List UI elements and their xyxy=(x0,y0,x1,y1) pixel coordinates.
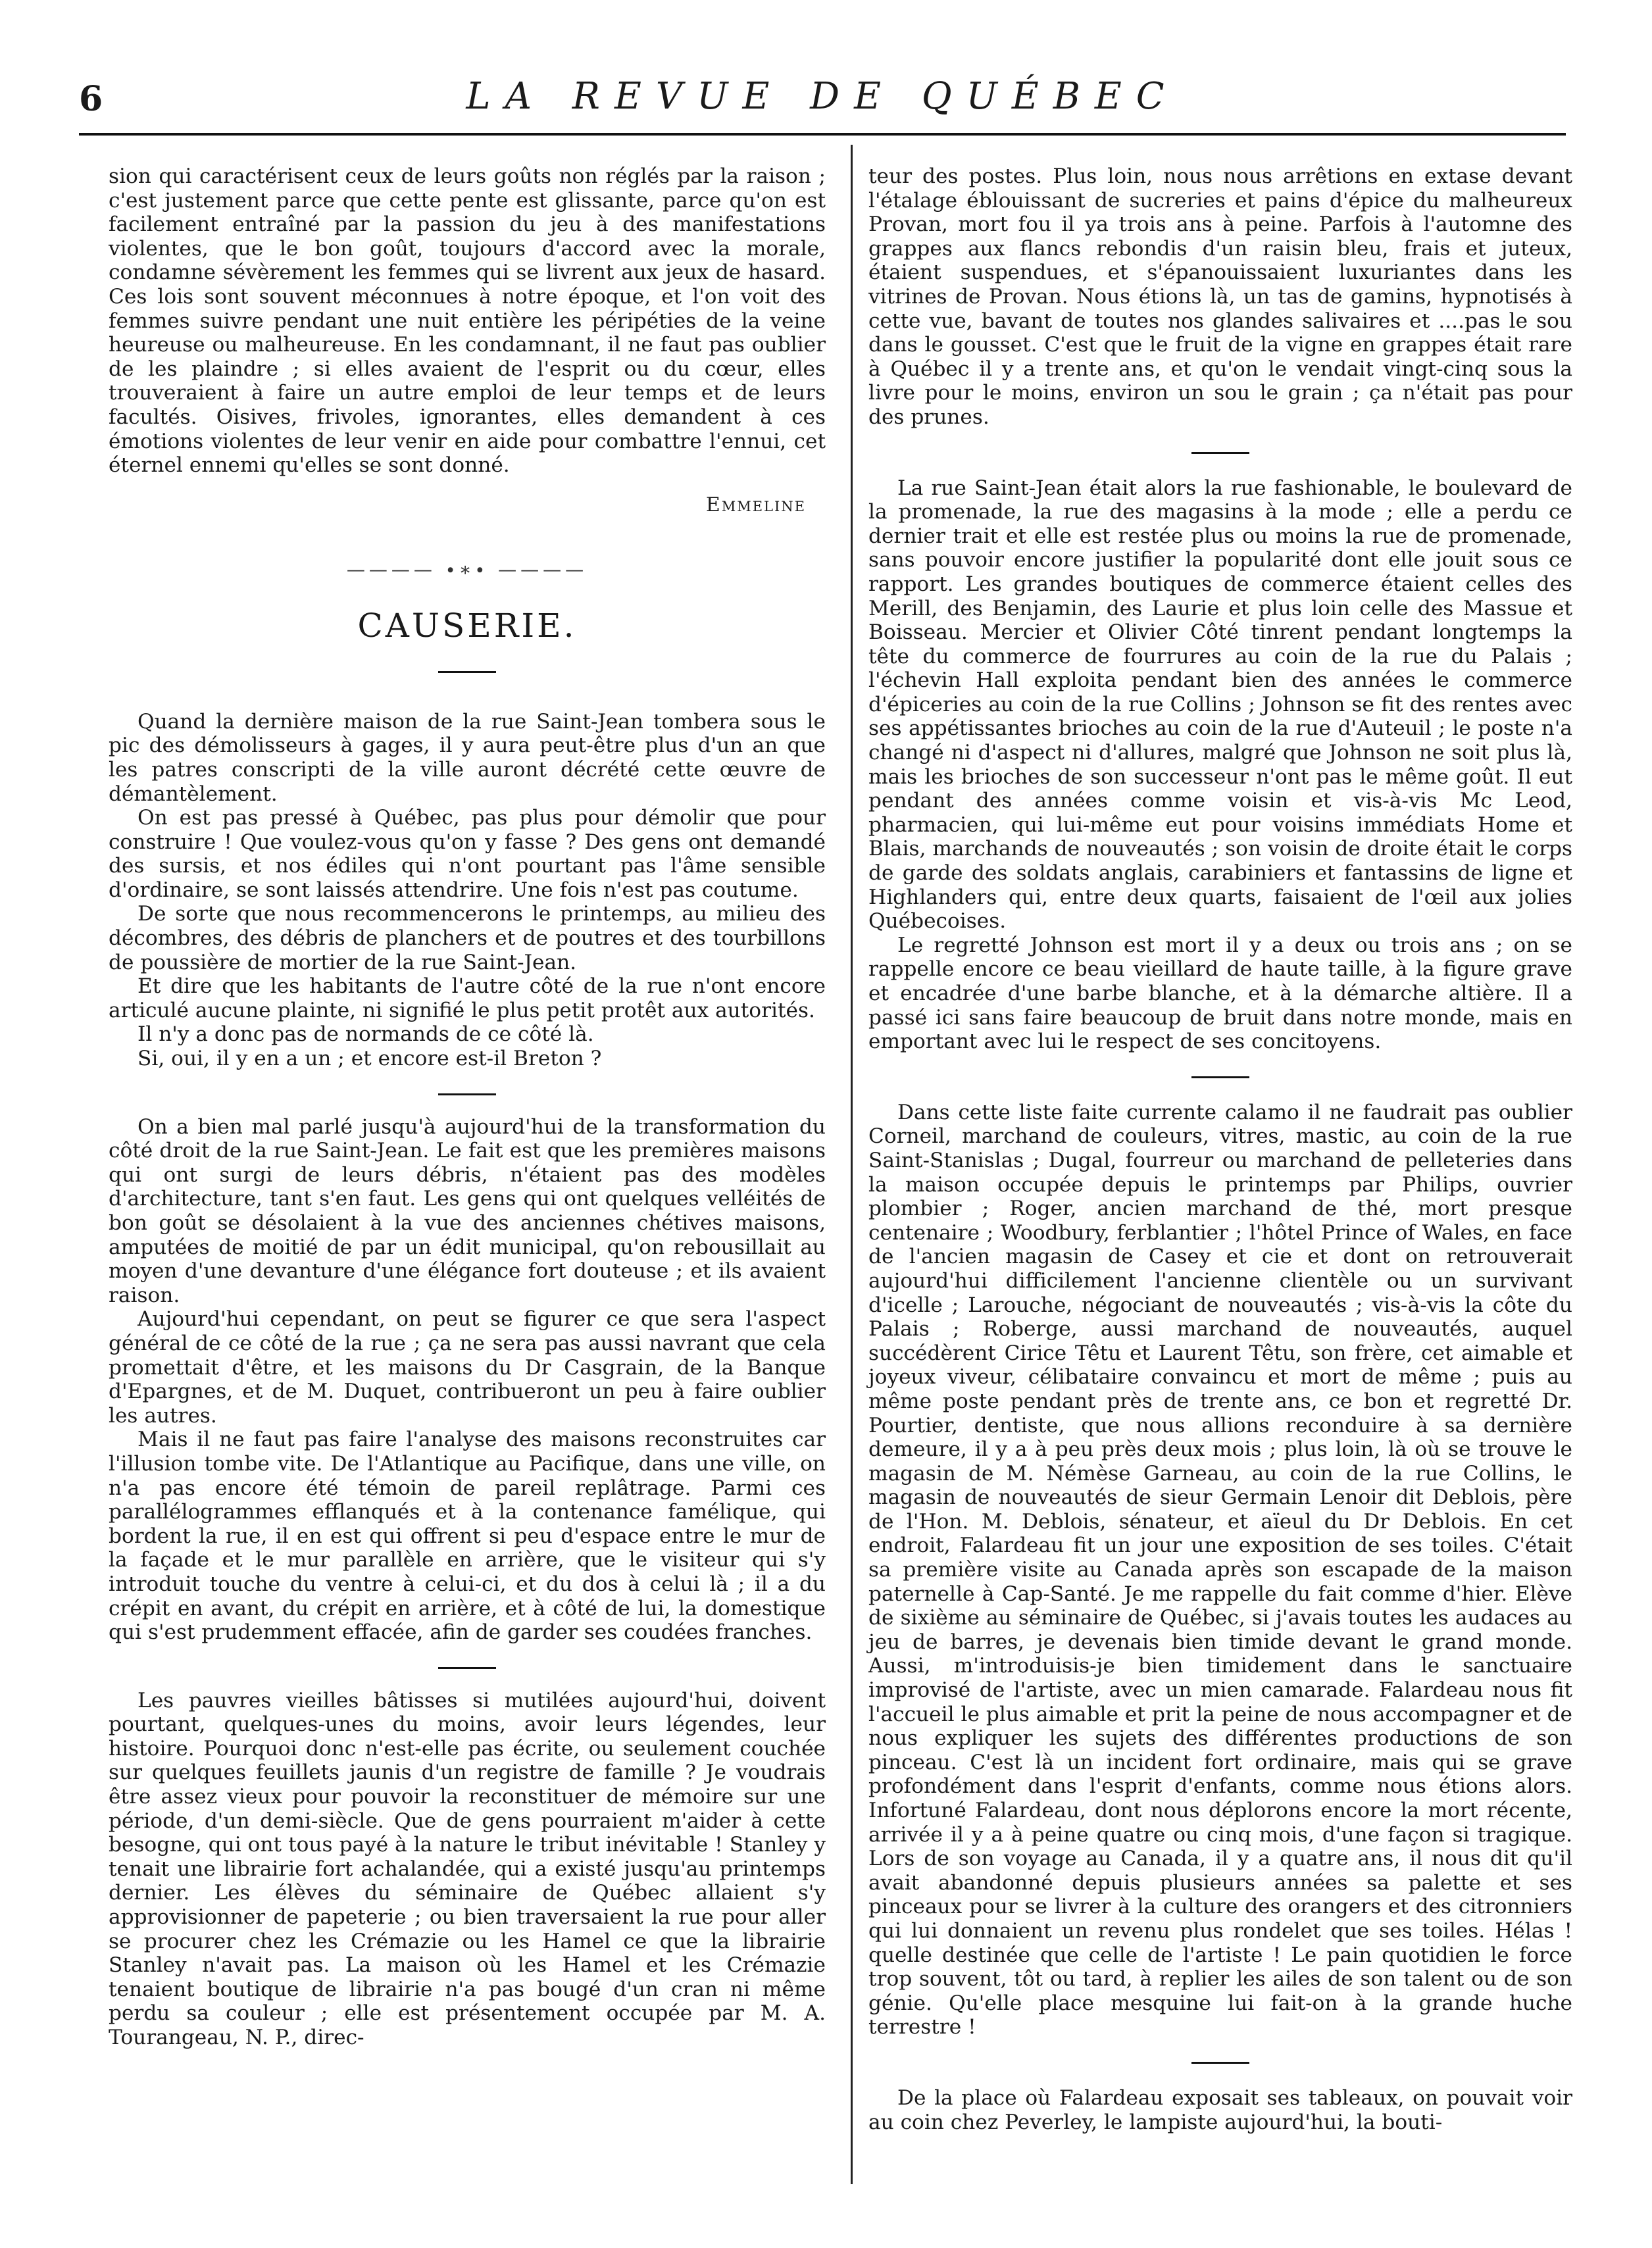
paragraph: Aujourd'hui cependant, on peut se figurer ce que sera l'aspect général de ce côté de la rue ; ça ne sera pas aussi navrant que cela promettait d'être, et les maisons du Dr Casgrain, de la Banque d'Epargnes, et de M. Duquet, contribueront un peu à faire oublier les autres. xyxy=(109,1307,826,1428)
paragraph: On est pas pressé à Québec, pas plus pour démolir que pour construire ! Que voulez-vous qu'on y fasse ? Des gens ont demandé des sursis, et nos édiles qui n'ont pourtant pas l'âme sensible d'ordinaire, se sont laissés attendrire. Une fois n'est pas coutume. xyxy=(109,806,826,902)
paragraph: De la place où Falardeau exposait ses tableaux, on pouvait voir au coin chez Peverley, le lampiste aujourd'hui, la bouti- xyxy=(868,2086,1572,2134)
running-title: LA REVUE DE QUÉBEC xyxy=(466,75,1179,118)
paragraph: Quand la dernière maison de la rue Saint-Jean tombera sous le pic des démolisseurs à gages, il y aura peut-être plus d'un an que les patres conscripti de la ville auront décrété cette œuvre de démantèlement. xyxy=(109,709,826,806)
paragraph: Dans cette liste faite currente calamo il ne faudrait pas oublier Corneil, marchand de couleurs, vitres, mastic, au coin de la rue Saint-Stanislas ; Dugal, fourreur ou marchand de pelleteries dans la maison occupée depuis le printemps par Philips, ouvrier plombier ; Roger, ancien marchand de thé, mort presque centenaire ; Woodbury, ferblantier ; l'hôtel Prince of Wales, en face de l'ancien magasin de Casey et cie et dont on retrouverait aujourd'hui difficilement l'ancienne clientèle ou un survivant d'icelle ; Larouche, négociant de nouveautés ; vis-à-vis la côte du Palais ; Roberge, aussi marchand de nouveautés, auquel succédèrent Cirice Têtu et Laurent Têtu, son frère, cet aimable et joyeux viveur, célibataire convaincu et mort de même ; puis au même poste pendant près de trente ans, ce bon et regretté Dr. Pourtier, dentiste, que nous allions reconduire à sa dernière demeure, il y a à peu près deux mois ; plus loin, là où se trouve le magasin de M. Némèse Garneau, au coin de la rue Collins, le magasin de nouveautés de sieur Germain Lenoir dit Deblois, père de l'Hon. M. Deblois, sénateur, et aïeul du Dr Deblois. En cet endroit, Falardeau fit un jour une exposition de ses toiles. C'était sa première visite au Canada après son escapade de la maison paternelle à Cap-Santé. Je me rappelle du fait comme d'hier. Elève de sixième au séminaire de Québec, si j'avais toutes les audaces au jeu de barres, je devenais bien timide devant le grand monde. Aussi, m'introduisis-je bien timidement dans le sanctuaire improvisé de l'artiste, avec un mien camarade. Falardeau nous fit l'accueil le plus aimable et prit la peine de nous accompagner et de nous expliquer les sujets des différentes productions de son pinceau. C'est là un incident fort ordinaire, mais qui se grave profondément dans l'esprit d'enfants, comme nous étions alors. Infortuné Falardeau, dont nous déplorons encore la mort récente, arrivée il y a à peine quatre ou cinq mois, d'une façon si tragique. Lors de son voyage au Canada, il y a quatre ans, il nous dit qu'il avait abandonné depuis plusieurs années sa palette et ses pinceaux pour se livrer à la culture des orangers et des citronniers qui lui donnaient un revenu plus rondelet que ses toiles. Hélas ! quelle destinée que celle de l'artiste ! Le pain quotidien le force trop souvent, tôt ou tard, à replier les ailes de son talent ou de son génie. Qu'elle place mesquine lui fait-on à la grande huche terrestre ! xyxy=(868,1100,1572,2039)
paragraph: Les pauvres vieilles bâtisses si mutilées aujourd'hui, doivent pourtant, quelques-unes du moins, avoir leurs légendes, leur histoire. Pourquoi donc n'est-elle pas écrite, ou seulement couchée sur quelques feuillets jaunis d'un registre de famille ? Je voudrais être assez vieux pour pouvoir la reconstituer de mémoire sur une période, d'un demi-siècle. Que de gens pourraient m'aider à cette besogne, qui ont tous payé à la nature le tribut inévitable ! Stanley y tenait une librairie fort achalandée, qui a existé jusqu'au printemps dernier. Les élèves du séminaire de Québec allaient s'y approvisionner de papeterie ; ou bien traversaient la rue pour aller se procurer chez les Crémazie ou les Hamel ce que la librairie Stanley n'avait pas. La maison où les Hamel et les Crémazie tenaient boutique de librairie n'a pas bougé d'un cran ni même perdu sa couleur ; elle est présentement occupée par M. A. Tourangeau, N. P., direc- xyxy=(109,1688,826,2049)
section-break-rule xyxy=(1191,2062,1249,2064)
section-title: CAUSERIE. xyxy=(357,606,577,645)
paragraph: La rue Saint-Jean était alors la rue fashionable, le boulevard de la promenade, la rue des magasins à la mode ; elle a perdu ce dernier trait et elle est restée plus ou moins la rue de promenade, sans pouvoir encore justifier la popularité dont elle jouit sous ce rapport. Les grandes boutiques de commerce étaient celles des Merill, des Benjamin, des Laurie et plus loin celle des Massue et Boisseau. Mercier et Olivier Côté tinrent pendant longtemps la tête du commerce de fourrures au coin de la rue du Palais ; l'échevin Hall exploita pendant bien des années le commerce d'épiceries au coin de la rue Collins ; Johnson se fit des rentes avec ses appétissantes brioches au coin de la rue d'Auteuil ; le poste n'a changé ni d'aspect ni d'allures, malgré que Johnson ne soit plus là, mais les brioches de son successeur n'ont pas le même goût. Il eut pendant des années comme voisin et vis-à-vis Mc Leod, pharmacien, qui lui-même eut pour voisins immédiats Home et Blais, marchands de nouveautés ; son voisin de droite était le corps de garde des soldats anglais, carabiniers et fantassins de ligne et Highlanders qui, entre deux quarts, faisaient de l'œil aux jolies Québecoises. xyxy=(868,476,1572,934)
paragraph: Mais il ne faut pas faire l'analyse des maisons reconstruites car l'illusion tombe vite. De l'Atlantique au Pacifique, dans une ville, on n'a pas encore été témoin de pareil replâtrage. Parmi ces parallélogrammes efflanqués et à la contenance famélique, qui bordent la rue, il en est qui offrent si peu d'espace entre le mur de la façade et le mur parallèle en arrière, que le visiteur qui s'y introduit touche du ventre à celui-ci, et du dos à celui là ; il a du crépit en avant, du crépit en arrière, et à côté de lui, la domestique qui s'est prudemment effacée, afin de garder ses coudées franches. xyxy=(109,1428,826,1645)
section-break-rule xyxy=(1191,452,1249,454)
right-column xyxy=(868,164,1572,2134)
section-break-rule xyxy=(438,1093,496,1095)
page-header xyxy=(79,72,1566,125)
paragraph: On a bien mal parlé jusqu'à aujourd'hui de la transformation du côté droit de la rue Saint-Jean. Le fait est que les premières maisons qui ont surgi de leurs débris, n'étaient pas des modèles d'architecture, tant s'en faut. Les gens qui ont quelques velléités de bon goût se désolaient à la vue des anciennes chétives maisons, amputées de moitié de par un édit municipal, qu'on rebousillait au moyen d'une devanture d'une élégance fort douteuse ; et ils avaient raison. xyxy=(109,1114,826,1307)
column-divider xyxy=(851,145,853,2184)
continued-paragraph: sion qui caractérisent ceux de leurs goûts non réglés par la raison ; c'est justement parce que cette pente est glissante, parce qu'on est facilement entraîné par la passion du jeu à des manifestations violentes, que le bon goût, toujours d'accord avec la morale, condamne sévèrement les femmes qui se livrent aux jeux de hasard. Ces lois sont souvent méconnues à notre époque, et l'on voit des femmes suivre pendant une nuit entière les péripéties de la veine heureuse ou malheureuse. En les condamnant, il ne faut pas oublier de les plaindre ; si elles avaient de l'esprit ou du cœur, elles trouveraient à faire un autre emploi de leur temps et de leurs facultés. Oisives, frivoles, ignorantes, elles demandent à ces émotions violentes de leur venir en aide pour combattre l'ennui, cet éternel ennemi qu'elles se sont donné. xyxy=(109,164,826,478)
section-ornament: ———— ∙∗∙ ———— xyxy=(346,558,588,580)
paragraph: Le regretté Johnson est mort il y a deux ou trois ans ; on se rappelle encore ce beau vieillard de haute taille, à la figure grave et encadrée d'une barbe blanche, et à la démarche altière. Il a passé ici sans faire beaucoup de bruit dans notre monde, mais en emportant avec lui le respect de ses concitoyens. xyxy=(868,933,1572,1054)
paragraph: De sorte que nous recommencerons le printemps, au milieu des décombres, des débris de planchers et de poutres et des tourbillons de poussière de mortier de la rue Saint-Jean. xyxy=(109,902,826,974)
section-break-rule xyxy=(438,1667,496,1669)
paragraph: Et dire que les habitants de l'autre côté de la rue n'ont encore articulé aucune plainte, ni signifié le plus petit protêt aux autorités. xyxy=(109,974,826,1022)
header-rule xyxy=(79,133,1566,136)
paragraph: Si, oui, il y en a un ; et encore est-il Breton ? xyxy=(138,1047,602,1071)
title-rule xyxy=(438,671,496,673)
paragraph: Il n'y a donc pas de normands de ce côté là. xyxy=(138,1022,594,1047)
page-number: 6 xyxy=(79,79,103,119)
section-break-rule xyxy=(1191,1076,1249,1078)
left-column xyxy=(109,164,826,2050)
author-signature: Emmeline xyxy=(705,493,806,516)
continued-paragraph: teur des postes. Plus loin, nous nous arrêtions en extase devant l'étalage éblouissant de sucreries et pains d'épice du malheureux Provan, mort fou il ya trois ans à peine. Parfois à l'automne des grappes aux flancs rebondis d'un raisin bleu, frais et juteux, étaient suspendues, et s'épanouissaient luxuriantes dans les vitrines de Provan. Nous étions là, un tas de gamins, hypnotisés à cette vue, bavant de toutes nos glandes salivaires et ....pas le sou dans le gousset. C'est que le fruit de la vigne en grappes était rare à Québec il y a trente ans, et qu'on le vendait vingt-cinq sous la livre pour le moins, environ un sou le grain ; ça n'était pas pour des prunes. xyxy=(868,164,1572,429)
